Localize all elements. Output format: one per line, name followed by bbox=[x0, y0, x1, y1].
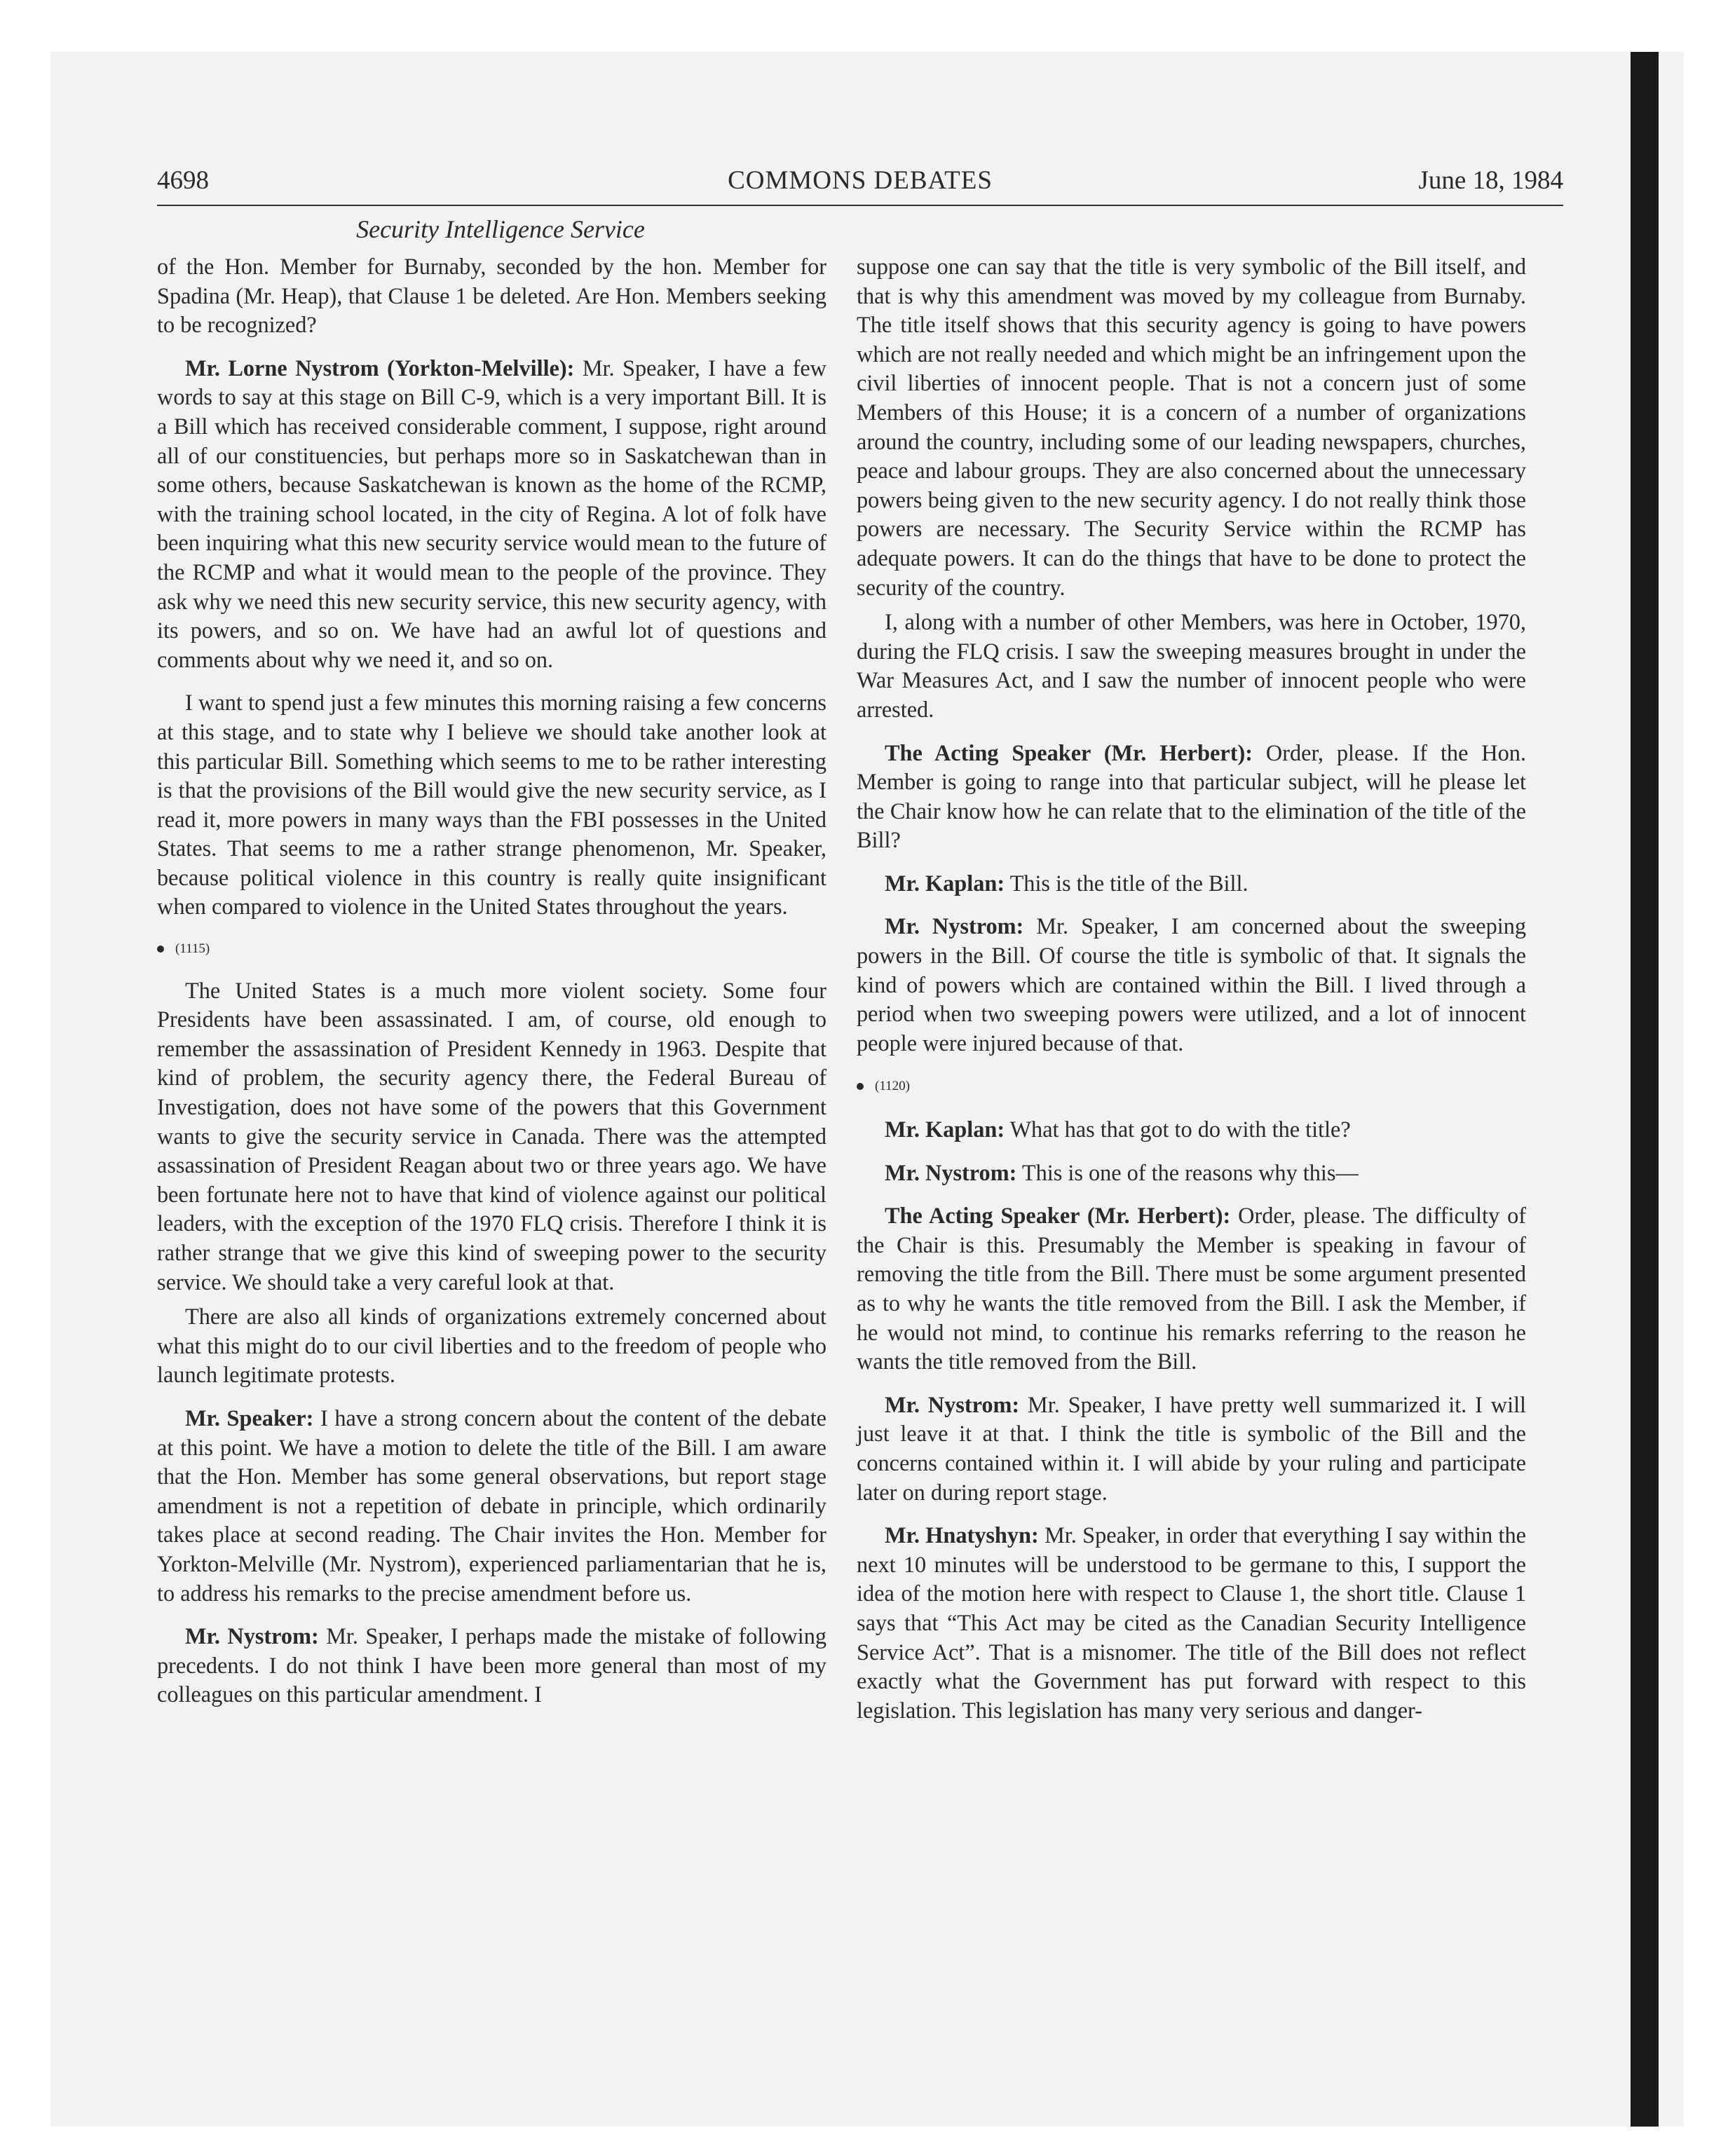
paragraph: I, along with a number of other Members, was here in October, 1970, during the FLQ crisis. I saw the sweeping measures brought in under the War Measures Act, and I saw the number of innocent people who were arrested. bbox=[857, 609, 1526, 722]
left-column bbox=[157, 252, 826, 1724]
speaker-name: Mr. Kaplan: bbox=[885, 1117, 1005, 1142]
speech-text: This is one of the reasons why this— bbox=[1016, 1159, 1359, 1185]
paragraph: of the Hon. Member for Burnaby, seconded by the hon. Member for Spadina (Mr. Heap), that Clause 1 be deleted. Are Hon. Members seeking to be recognized? bbox=[157, 254, 826, 338]
speech bbox=[157, 354, 826, 675]
speech-text: Mr. Speaker, I perhaps made the mistake of following precedents. I do not think I have been more general than most of my colleagues on this particular amendment. I bbox=[157, 1623, 826, 1707]
speech bbox=[857, 739, 1526, 855]
speaker-name: Mr. Speaker: bbox=[185, 1405, 314, 1431]
speaker-name: The Acting Speaker (Mr. Herbert): bbox=[885, 739, 1253, 765]
speaker-name: Mr. Nystrom: bbox=[885, 1159, 1017, 1185]
speaker-name: Mr. Lorne Nystrom (Yorkton-Melville): bbox=[185, 355, 575, 381]
timestamp-marker bbox=[157, 934, 826, 964]
issue-date: June 18, 1984 bbox=[1418, 166, 1563, 195]
binding-edge bbox=[1631, 52, 1659, 2127]
speech-text: Mr. Speaker, in order that everything I say within the next 10 minutes will be understood to be germane to this, I support the idea of the motion here with respect to Clause 1, the short title. Clause 1 says that “This Act may be cited as the Canadian Security Intelligence Service Act”. That is a misnomer. The title of the Bill does not reflect exactly what the Government has put forward with respect to this legislation. This legislation has many very serious and danger- bbox=[857, 1522, 1526, 1723]
speech-text: Order, please. The difficulty of the Chair is this. Presumably the Member is speaking in favour of removing the title from the Bill. There must be some argument presented as to why he wants the title removed from the Bill. I ask the Member, if he would not mind, to continue his remarks referring to the reason he wants the title removed from the Bill. bbox=[857, 1203, 1526, 1374]
right-column bbox=[857, 252, 1526, 1739]
section-title: Security Intelligence Service bbox=[356, 215, 645, 243]
timestamp-text: (1120) bbox=[875, 1079, 910, 1094]
speech bbox=[857, 1159, 1526, 1188]
running-head bbox=[157, 165, 1563, 206]
speaker-name: Mr. Hnatyshyn: bbox=[885, 1522, 1039, 1548]
speech bbox=[157, 1622, 826, 1710]
bullet-icon bbox=[157, 946, 164, 953]
timestamp-marker bbox=[857, 1072, 1526, 1101]
paragraph: suppose one can say that the title is very symbolic of the Bill itself, and that is why this amendment was moved by my colleague from Burnaby. The title itself shows that this security agency is going to have powers which are not really needed and which might be an infringement upon the civil liberties of innocent people. That is not a concern just of some Members of this House; it is a concern of a number of organizations around the country, including some of our leading newspapers, churches, peace and labour groups. They are also concerned about the unnecessary powers being given to the new security agency. I do not really think those powers are necessary. The Security Service within the RCMP has adequate powers. It can do the things that have to be done to protect the security of the country. bbox=[857, 254, 1526, 600]
speaker-name: Mr. Kaplan: bbox=[885, 870, 1005, 896]
bullet-icon bbox=[857, 1083, 864, 1090]
speaker-name: Mr. Nystrom: bbox=[885, 913, 1024, 939]
speaker-name: Mr. Nystrom: bbox=[885, 1391, 1020, 1417]
speech-text: Mr. Speaker, I have a few words to say at this stage on Bill C-9, which is a very important Bill. It is a Bill which has received considerable comment, I suppose, right around all of our constituencies, but perhaps more so in Saskatchewan than in some others, because Saskatchewan is known as the home of the RCMP, with the training school located, in the city of Regina. A lot of folk have been inquiring what this new security service would mean to the future of the RCMP and what it would mean to the people of the province. They ask why we need this new security service, this new security agency, with its powers, and so on. We have had an awful lot of questions and comments about why we need it, and so on. bbox=[157, 355, 827, 672]
speech-text: What has that got to do with the title? bbox=[1005, 1117, 1351, 1142]
speech bbox=[857, 1521, 1526, 1725]
paragraph: There are also all kinds of organizations extremely concerned about what this might do to our civil liberties and to the freedom of people who launch legitimate protests. bbox=[157, 1304, 826, 1388]
speech-text: Order, please. If the Hon. Member is going to range into that particular subject, will he please let the Chair know how he can relate that to the elimination of the title of the Bill? bbox=[857, 739, 1526, 853]
speech bbox=[857, 1115, 1526, 1145]
speech-text: Mr. Speaker, I have pretty well summarized it. I will just leave it at that. I think the title is symbolic of the Bill and the concerns contained within it. I will abide by your ruling and participate later on during report stage. bbox=[857, 1391, 1527, 1505]
speech bbox=[857, 1201, 1526, 1377]
publication-title: COMMONS DEBATES bbox=[728, 166, 993, 195]
speech bbox=[857, 869, 1526, 899]
speech bbox=[857, 1391, 1526, 1507]
paragraph: The United States is a much more violent society. Some four Presidents have been assassinated. I am, of course, old enough to remember the assassination of President Kennedy in 1963. Despite that kind of problem, the security agency there, the Federal Bureau of Investigation, does not have some of the powers that this Government wants to give the security service in Canada. There was the attempted assassination of President Reagan about two or three years ago. We have been fortunate here not to have that kind of violence against our political leaders, with the exception of the 1970 FLQ crisis. Therefore I think it is rather strange that we give this kind of sweeping power to the security service. We should take a very careful look at that. bbox=[157, 977, 826, 1295]
speaker-name: The Acting Speaker (Mr. Herbert): bbox=[885, 1203, 1231, 1229]
speech bbox=[857, 912, 1526, 1058]
page-number: 4698 bbox=[157, 166, 209, 195]
speaker-name: Mr. Nystrom: bbox=[185, 1623, 319, 1649]
paragraph: I want to spend just a few minutes this morning raising a few concerns at this stage, and to state why I believe we should take another look at this particular Bill. Something which seems to me to be rather interesting is that the provisions of the Bill would give the new security service, as I read it, more powers in many ways than the FBI possesses in the United States. That seems to me a rather strange phenomenon, Mr. Speaker, because political violence in this country is really quite insignificant when compared to violence in the United States throughout the years. bbox=[157, 690, 826, 920]
speech-text: This is the title of the Bill. bbox=[1005, 870, 1248, 896]
speech bbox=[157, 1404, 826, 1608]
speech-text: Mr. Speaker, I am concerned about the sweeping powers in the Bill. Of course the title is symbolic of that. It signals the kind of powers which are contained within the Bill. I lived through a period when two sweeping powers were utilized, and a lot of innocent people were injured because of that. bbox=[857, 913, 1527, 1056]
speech-text: I have a strong concern about the content of the debate at this point. We have a motion to delete the title of the Bill. I am aware that the Hon. Member has some general observations, but report stage amendment is not a repetition of debate in principle, which ordinarily takes place at second reading. The Chair invites the Hon. Member for Yorkton-Melville (Mr. Nystrom), experienced parliamentarian that he is, to address his remarks to the precise amendment before us. bbox=[157, 1405, 826, 1606]
timestamp-text: (1115) bbox=[175, 941, 210, 957]
